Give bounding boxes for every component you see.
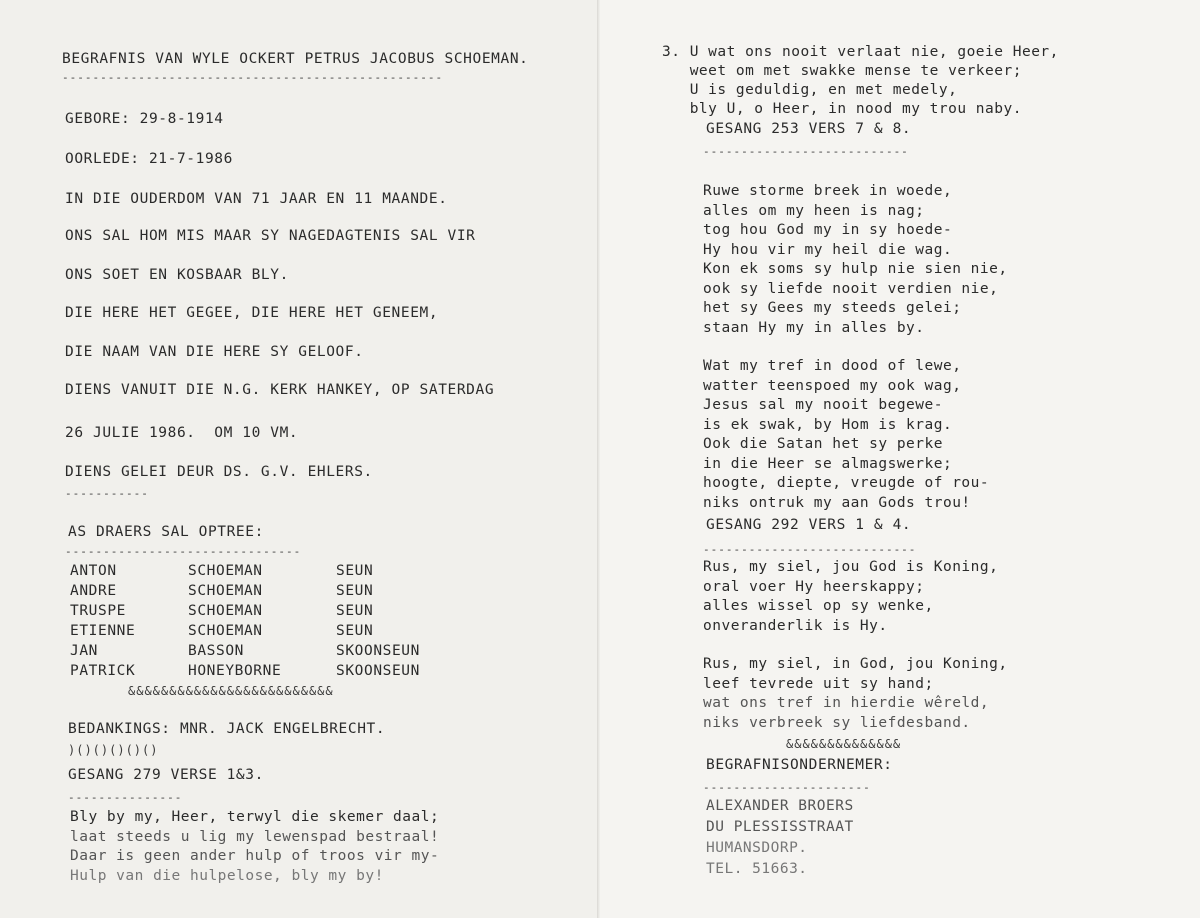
stanza-line: niks ontruk my aan Gods trou!	[703, 494, 971, 511]
bearers-heading: AS DRAERS SAL OPTREE:	[68, 524, 264, 540]
undertaker-details	[706, 796, 854, 880]
stanza-line: Rus, my siel, in God, jou Koning,	[703, 656, 1008, 672]
verse-line: 3. U wat ons nooit verlaat nie, goeie Heer,	[662, 44, 1059, 60]
age-statement: IN DIE OUDERDOM VAN 71 JAAR EN 11 MAANDE.	[65, 191, 448, 207]
hymn-rule: ---------------	[68, 791, 183, 804]
undertaker-line: DU PLESSISSTRAAT	[706, 819, 854, 835]
stanza-line: alles om my heen is nag;	[703, 202, 925, 219]
undertaker-heading: BEGRAFNISONDERNEMER:	[706, 757, 893, 773]
stanza-four	[703, 655, 1008, 733]
stanza-line: onveranderlik is Hy.	[703, 617, 888, 634]
stanza-line: leef tevrede uit sy hand;	[703, 675, 934, 692]
service-line-3: DIENS GELEI DEUR DS. G.V. EHLERS.	[65, 464, 373, 480]
stanza-three	[703, 558, 998, 636]
stanza-line: Ook die Satan het sy perke	[703, 436, 943, 452]
left-page	[0, 0, 598, 918]
stanza-line: watter teenspoed my ook wag,	[703, 377, 962, 394]
stanza-line: wat ons tref in hierdie wêreld,	[703, 695, 990, 711]
ampersand-divider: &&&&&&&&&&&&&&&&&&&&&&&&&	[128, 684, 334, 698]
service-line-1: DIENS VANUIT DIE N.G. KERK HANKEY, OP SATERDAG	[65, 382, 495, 398]
hymn-line: Bly by my, Heer, terwyl die skemer daal;	[70, 809, 440, 825]
ampersand-divider: &&&&&&&&&&&&&&	[786, 737, 902, 751]
stanza-line: niks verbreek sy liefdesband.	[703, 714, 971, 731]
stanza-line: Rus, my siel, jou God is Koning,	[703, 559, 999, 575]
stanza-line: tog hou God my in sy hoede-	[703, 222, 953, 238]
scripture-line-2: DIE NAAM VAN DIE HERE SY GELOOF.	[65, 344, 364, 360]
bearers-rule: -------------------------------	[65, 545, 302, 558]
undertaker-rule: ----------------------	[703, 781, 871, 794]
bearer-surname: SCHOEMAN	[188, 603, 263, 619]
stanza-one	[703, 182, 1008, 338]
scripture-line-1: DIE HERE HET GEGEE, DIE HERE HET GENEEM,	[65, 305, 439, 321]
stanza-line: hoogte, diepte, vreugde of rou-	[703, 475, 990, 491]
stanza-line: ook sy liefde nooit verdien nie,	[703, 280, 999, 297]
thanks-line: BEDANKINGS: MNR. JACK ENGELBRECHT.	[68, 721, 386, 737]
birth-date: GEBORE: 29-8-1914	[65, 111, 224, 127]
bearer-relation: SKOONSEUN	[336, 663, 420, 679]
stanza-line: Wat my tref in dood of lewe,	[703, 358, 962, 374]
stanza-two	[703, 357, 989, 513]
stanza-line: het sy Gees my steeds gelei;	[703, 300, 962, 316]
rule-a: ---------------------------	[703, 145, 909, 158]
bearer-surname: SCHOEMAN	[188, 623, 263, 639]
bearer-relation: SEUN	[336, 623, 374, 639]
bearer-surname: HONEYBORNE	[188, 663, 282, 679]
bearer-relation: SEUN	[336, 603, 374, 619]
verse-three-reference: GESANG 253 VERS 7 & 8.	[706, 121, 912, 137]
right-page	[600, 0, 1200, 918]
bearer-first-name: PATRICK	[70, 663, 136, 679]
bearer-relation: SEUN	[336, 563, 374, 579]
verse-three	[662, 43, 1059, 119]
memory-line-1: ONS SAL HOM MIS MAAR SY NAGEDAGTENIS SAL VIR	[65, 228, 476, 244]
stanza-line: in die Heer se almagswerke;	[703, 455, 953, 472]
hymn-line: laat steeds u lig my lewenspad bestraal!	[70, 828, 440, 845]
bearer-first-name: ANDRE	[70, 583, 117, 599]
rule-b: ----------------------------	[703, 543, 917, 556]
undertaker-line: TEL. 51663.	[706, 861, 808, 877]
stanza-two-reference: GESANG 292 VERS 1 & 4.	[706, 517, 912, 533]
stanza-line: Hy hou vir my heil die wag.	[703, 241, 953, 258]
verse-line: U is geduldig, en met medely,	[662, 82, 958, 98]
bearer-surname: SCHOEMAN	[188, 563, 263, 579]
hymn-line: Daar is geen ander hulp of troos vir my-	[70, 848, 440, 864]
closing-hymn	[70, 808, 439, 886]
hymn-reference: GESANG 279 VERSE 1&3.	[68, 767, 264, 783]
title-rule: --------------------------------------------------	[62, 71, 444, 84]
bearer-first-name: TRUSPE	[70, 603, 126, 619]
verse-line: bly U, o Heer, in nood my trou naby.	[662, 101, 1022, 117]
paren-divider: )()()()()()	[68, 743, 159, 757]
stanza-line: staan Hy my in alles by.	[703, 319, 925, 336]
document-title: BEGRAFNIS VAN WYLE OCKERT PETRUS JACOBUS SCHOEMAN.	[62, 51, 529, 67]
stanza-line: Kon ek soms sy hulp nie sien nie,	[703, 261, 1008, 277]
bearer-relation: SKOONSEUN	[336, 643, 420, 659]
stanza-line: alles wissel op sy wenke,	[703, 598, 934, 614]
hymn-line: Hulp van die hulpelose, bly my by!	[70, 867, 384, 884]
memory-line-2: ONS SOET EN KOSBAAR BLY.	[65, 267, 289, 283]
bearer-first-name: ANTON	[70, 563, 117, 579]
death-date: OORLEDE: 21-7-1986	[65, 151, 233, 167]
stanza-line: is ek swak, by Hom is krag.	[703, 416, 953, 433]
bearer-first-name: JAN	[70, 643, 98, 659]
short-rule: -----------	[65, 487, 149, 500]
stanza-line: Jesus sal my nooit begewe-	[703, 397, 943, 413]
service-line-2: 26 JULIE 1986. OM 10 VM.	[65, 425, 299, 441]
bearer-relation: SEUN	[336, 583, 374, 599]
verse-line: weet om met swakke mense te verkeer;	[662, 63, 1022, 79]
stanza-line: oral voer Hy heerskappy;	[703, 578, 925, 595]
bearer-first-name: ETIENNE	[70, 623, 136, 639]
bearer-surname: BASSON	[188, 643, 244, 659]
undertaker-line: ALEXANDER BROERS	[706, 798, 854, 814]
bearer-surname: SCHOEMAN	[188, 583, 263, 599]
undertaker-line: HUMANSDORP.	[706, 840, 808, 856]
stanza-line: Ruwe storme breek in woede,	[703, 183, 953, 199]
